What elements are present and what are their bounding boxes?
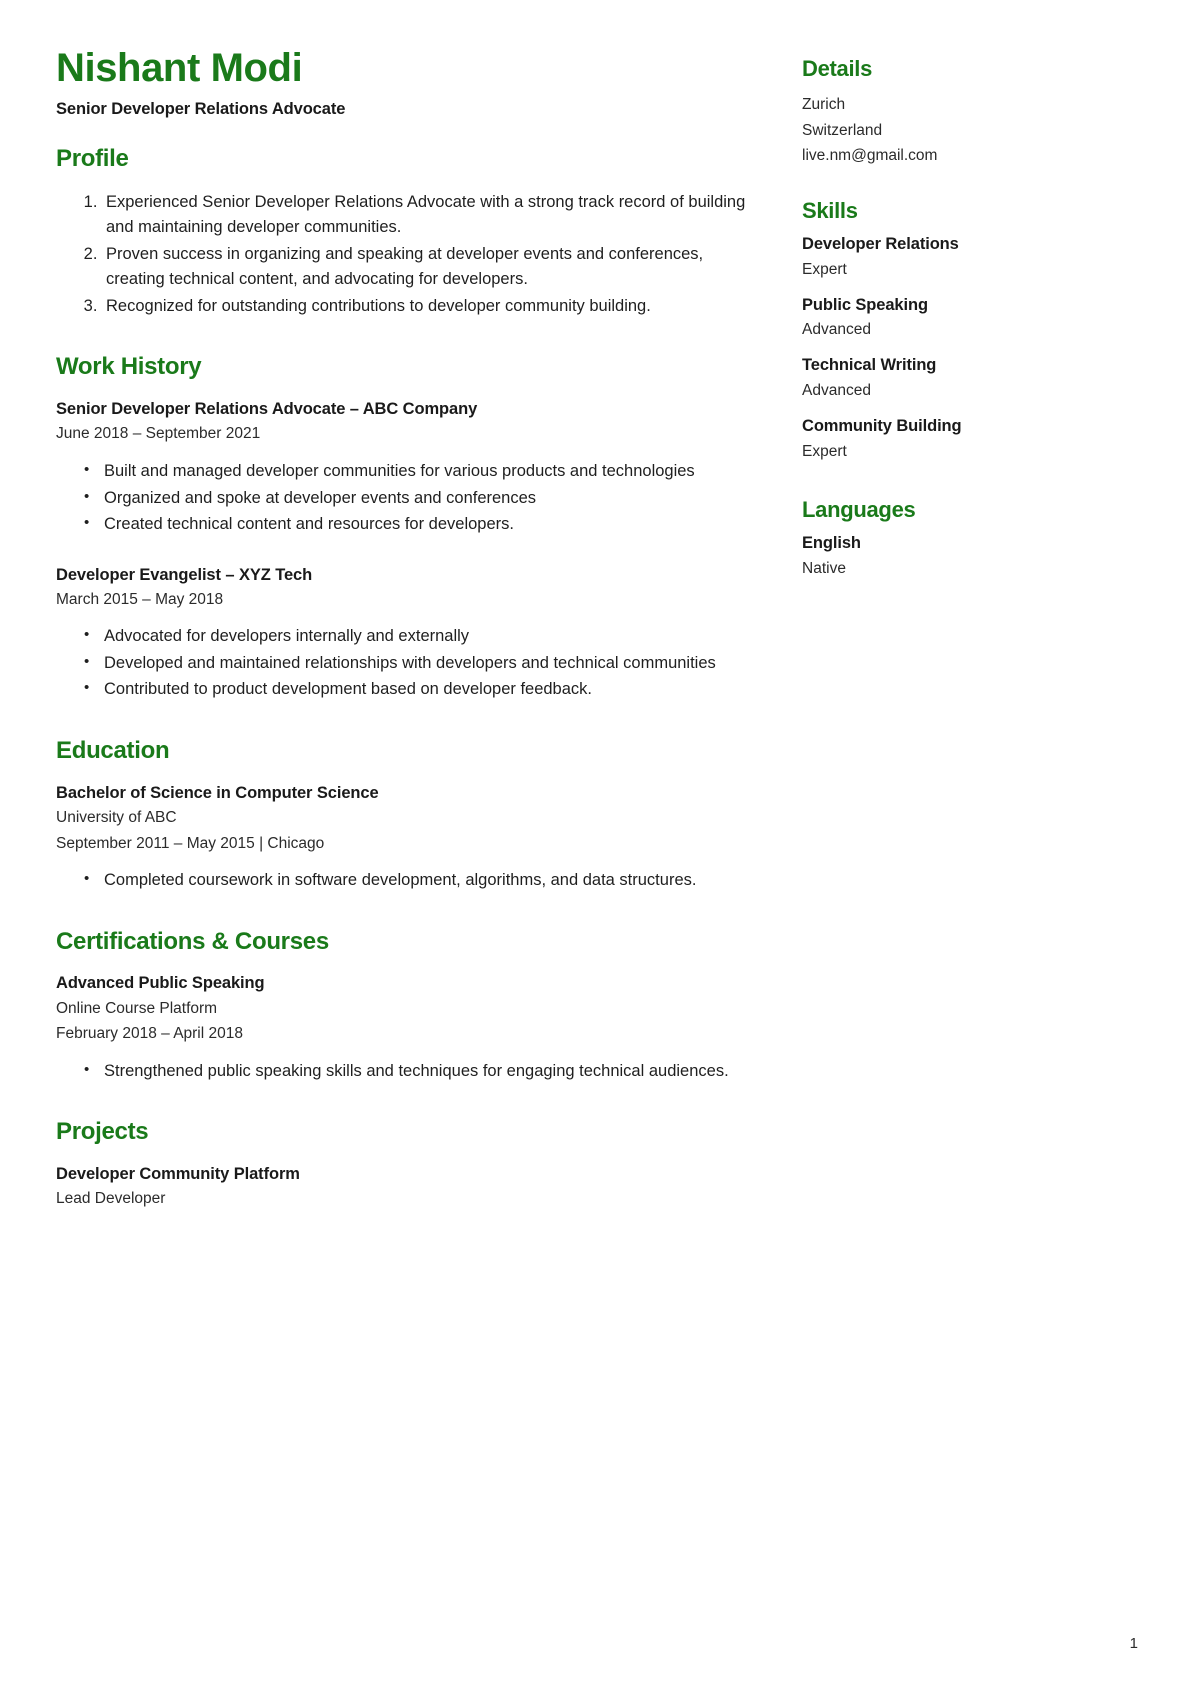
skill-level: Expert [802,260,847,278]
project-entry [56,1163,746,1211]
list-item: • Organized and spoke at developer events and conferences [82,486,746,512]
list-item: • Developed and maintained relationships with developers and technical communities [82,651,746,677]
section-work-history [56,353,746,703]
certification-entry [56,972,746,1084]
section-languages [802,497,1138,580]
skill-item [802,355,1138,402]
list-item: 1. Experienced Senior Developer Relations Advocate with a strong track record of building and maintaining developer communities. [102,190,746,241]
work-entry-title: Developer Evangelist – XYZ Tech [56,565,313,584]
education-entry [56,782,746,894]
skill-name: Developer Relations [802,235,959,254]
skill-name: Community Building [802,417,962,436]
certification-title: Advanced Public Speaking [56,974,265,993]
section-heading-profile: Profile [56,144,129,172]
work-entry-title: Senior Developer Relations Advocate – ABC Company [56,400,478,419]
list-item: • Built and managed developer communities for various products and technologies [82,459,746,485]
section-heading-details: Details [802,56,873,81]
page-number: 1 [1129,1635,1138,1652]
section-education [56,737,746,894]
work-entry-bullets [56,624,746,703]
detail-country: Switzerland [802,121,883,139]
section-heading-projects: Projects [56,1118,149,1146]
certification-bullets [56,1059,746,1085]
list-item: • Contributed to product development based on developer feedback. [82,677,746,703]
language-item [802,533,1138,580]
work-entry [56,398,746,537]
section-heading-certifications: Certifications & Courses [56,927,329,955]
candidate-name: Nishant Modi [56,46,303,90]
section-heading-work-history: Work History [56,353,202,381]
language-name: English [802,534,861,553]
project-title: Developer Community Platform [56,1164,300,1183]
main-column [56,46,756,1698]
candidate-headline: Senior Developer Relations Advocate [56,99,346,118]
skill-item [802,416,1138,463]
skill-name: Public Speaking [802,295,928,314]
project-role: Lead Developer [56,1190,166,1208]
certification-dates: February 2018 – April 2018 [56,1025,243,1043]
list-item: • Completed coursework in software development, algorithms, and data structures. [82,868,746,894]
skill-level: Advanced [802,381,871,399]
education-dates: September 2011 – May 2015 | Chicago [56,834,325,852]
work-entry-dates: March 2015 – May 2018 [56,590,224,608]
education-institution: University of ABC [56,809,177,827]
skill-item [802,295,1138,342]
education-bullets [56,868,746,894]
section-heading-education: Education [56,737,170,765]
skill-level: Advanced [802,321,871,339]
education-degree: Bachelor of Science in Computer Science [56,783,379,802]
skill-name: Technical Writing [802,356,937,375]
list-item: • Advocated for developers internally and externally [82,624,746,650]
section-certifications [56,928,746,1085]
list-item: 2. Proven success in organizing and speaking at developer events and conferences, creating technical content, and advocating for developers. [102,242,746,293]
language-level: Native [802,559,846,577]
detail-city: Zurich [802,96,846,114]
section-heading-skills: Skills [802,197,858,223]
profile-list [56,190,746,320]
sidebar-column [756,46,1138,1698]
certification-institution: Online Course Platform [56,999,218,1017]
work-entry [56,564,746,703]
section-projects [56,1118,746,1211]
skill-item [802,234,1138,281]
section-heading-languages: Languages [802,496,916,522]
list-item: • Strengthened public speaking skills and techniques for engaging technical audiences. [82,1059,746,1085]
section-details [802,56,1138,168]
list-item: • Created technical content and resources for developers. [82,512,746,538]
section-skills [802,198,1138,463]
work-entry-bullets [56,459,746,538]
skill-level: Expert [802,442,847,460]
detail-email[interactable]: live.nm@gmail.com [802,146,938,164]
work-entry-dates: June 2018 – September 2021 [56,425,261,443]
list-item: 3. Recognized for outstanding contributions to developer community building. [102,294,746,320]
section-profile [56,145,746,320]
